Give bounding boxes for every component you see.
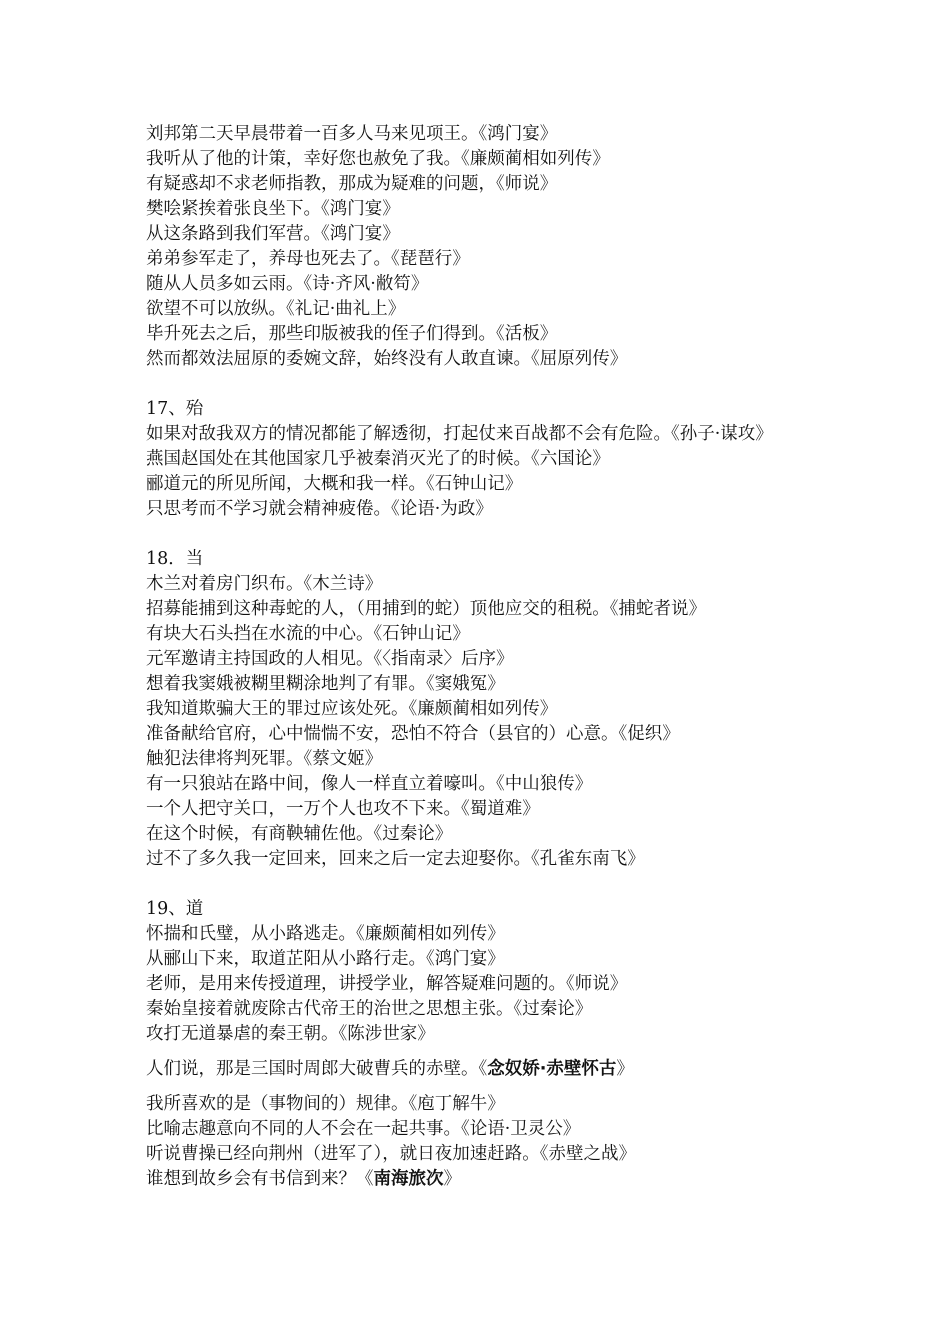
last-line <box>146 1167 846 1192</box>
block-1 <box>146 122 846 372</box>
section-heading: 18．当 <box>146 549 204 569</box>
document-page <box>146 122 846 1192</box>
text-line: 攻打无道暴虐的秦王朝。《陈涉世家》 <box>146 1024 435 1044</box>
section-18 <box>146 547 846 872</box>
chibi-title: 念奴娇·赤壁怀古 <box>487 1059 617 1079</box>
text-line: 木兰对着房门织布。《木兰诗》 <box>146 574 383 594</box>
text-line: 樊哙紧挨着张良坐下。《鸿门宴》 <box>146 199 400 219</box>
text-line: 郦道元的所见所闻，大概和我一样。《石钟山记》 <box>146 474 523 494</box>
text-line: 触犯法律将判死罪。《蔡文姬》 <box>146 749 383 769</box>
spacer <box>146 372 846 397</box>
section-19 <box>146 897 846 1192</box>
text-line: 秦始皇接着就废除古代帝王的治世之思想主张。《过秦论》 <box>146 999 593 1019</box>
text-line: 刘邦第二天早晨带着一百多人马来见项王。《鸿门宴》 <box>146 124 558 144</box>
text-line: 在这个时候，有商鞅辅佐他。《过秦论》 <box>146 824 453 844</box>
text-line: 过不了多久我一定回来，回来之后一定去迎娶你。《孔雀东南飞》 <box>146 849 645 869</box>
text-line: 欲望不可以放纵。《礼记·曲礼上》 <box>146 299 406 319</box>
text-line: 从这条路到我们军营。《鸿门宴》 <box>146 224 400 244</box>
text-line: 怀揣和氏璧，从小路逃走。《廉颇蔺相如列传》 <box>146 924 505 944</box>
spacer <box>146 872 846 897</box>
text-line: 燕国赵国处在其他国家几乎被秦消灭光了的时候。《六国论》 <box>146 449 610 469</box>
text-line: 听说曹操已经向荆州（进军了），就日夜加速赶路。《赤壁之战》 <box>146 1144 636 1164</box>
text-line: 如果对敌我双方的情况都能了解透彻，打起仗来百战都不会有危险。《孙子·谋攻》 <box>146 424 773 444</box>
text-line: 从郦山下来，取道芷阳从小路行走。《鸿门宴》 <box>146 949 505 969</box>
text-line: 有疑惑却不求老师指教，那成为疑难的问题，《师说》 <box>146 174 558 194</box>
text-line: 我知道欺骗大王的罪过应该处死。《廉颇蔺相如列传》 <box>146 699 558 719</box>
text-line: 准备献给官府，心中惴惴不安，恐怕不符合（县官的）心意。《促织》 <box>146 724 680 744</box>
last-close: 》 <box>443 1169 461 1189</box>
spacer <box>146 1082 846 1092</box>
section-17 <box>146 397 846 522</box>
text-line: 想着我窦娥被糊里糊涂地判了有罪。《窦娥冤》 <box>146 674 505 694</box>
last-text: 谁想到故乡会有书信到来？《 <box>146 1169 374 1189</box>
spacer <box>146 522 846 547</box>
text-line: 有一只狼站在路中间，像人一样直立着嚎叫。《中山狼传》 <box>146 774 593 794</box>
text-line: 老师，是用来传授道理，讲授学业，解答疑难问题的。《师说》 <box>146 974 628 994</box>
text-line: 有块大石头挡在水流的中心。《石钟山记》 <box>146 624 470 644</box>
text-line: 比喻志趣意向不同的人不会在一起共事。《论语·卫灵公》 <box>146 1119 581 1139</box>
text-line: 随从人员多如云雨。《诗·齐风·敝笱》 <box>146 274 429 294</box>
text-line: 元军邀请主持国政的人相见。《〈指南录〉后序》 <box>146 649 514 669</box>
chibi-close: 》 <box>616 1059 634 1079</box>
section-heading: 19、道 <box>146 899 204 919</box>
text-line: 毕升死去之后，那些印版被我的侄子们得到。《活板》 <box>146 324 558 344</box>
text-line: 弟弟参军走了，养母也死去了。《琵琶行》 <box>146 249 470 269</box>
text-line: 只思考而不学习就会精神疲倦。《论语·为政》 <box>146 499 493 519</box>
text-line: 招募能捕到这种毒蛇的人，（用捕到的蛇）顶他应交的租税。《捕蛇者说》 <box>146 599 706 619</box>
text-line: 我听从了他的计策，幸好您也赦免了我。《廉颇蔺相如列传》 <box>146 149 610 169</box>
text-line: 我所喜欢的是（事物间的）规律。《庖丁解牛》 <box>146 1094 505 1114</box>
chibi-line <box>146 1057 846 1082</box>
spacer <box>146 1047 846 1057</box>
section-heading: 17、殆 <box>146 399 204 419</box>
chibi-text: 人们说，那是三国时周郎大破曹兵的赤壁。《 <box>146 1059 488 1079</box>
text-line: 一个人把守关口，一万个人也攻不下来。《蜀道难》 <box>146 799 540 819</box>
text-line: 然而都效法屈原的委婉文辞，始终没有人敢直谏。《屈原列传》 <box>146 349 628 369</box>
last-title: 南海旅次 <box>373 1169 444 1189</box>
